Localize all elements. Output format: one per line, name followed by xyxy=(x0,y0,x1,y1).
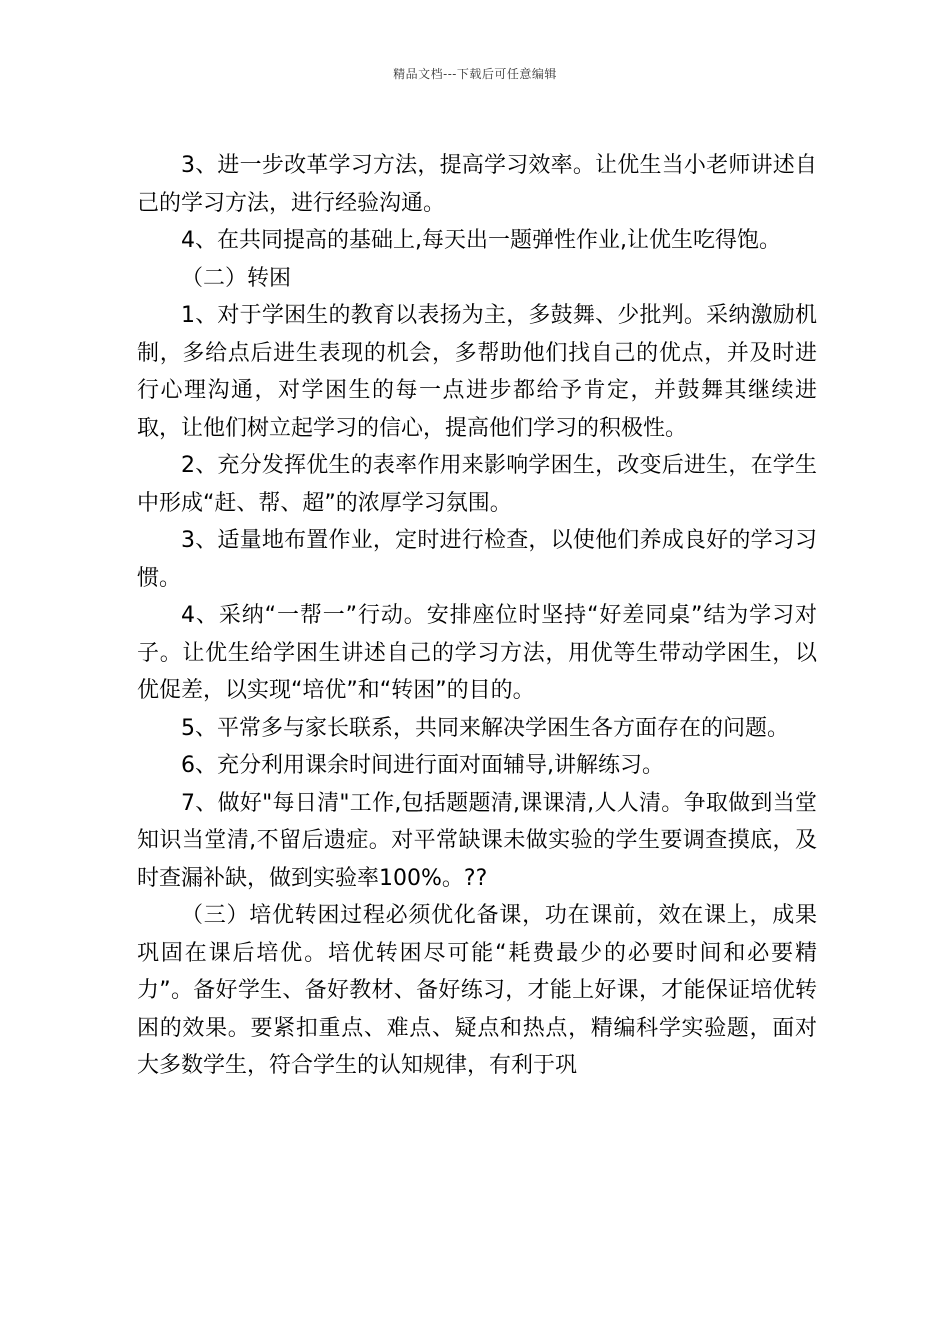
paragraph-4: 2、充分发挥优生的表率作用来影响学困生，改变后进生，在学生中形成“赶、帮、超”的浓厚学习氛围。 xyxy=(137,453,817,516)
paragraph-5: 3、适量地布置作业，定时进行检查，以使他们养成良好的学习习惯。 xyxy=(137,528,817,591)
paragraph-6: 4、采纳“一帮一”行动。安排座位时坚持“好差同桌”结为学习对子。让优生给学困生讲述自己的学习方法，用优等生带动学困生，以优促差，以实现“培优”和“转困”的目的。 xyxy=(137,603,817,703)
paragraph-2: 4、在共同提高的基础上,每天出一题弹性作业,让优生吃得饱。 xyxy=(181,228,781,253)
page-header: 精品文档---下载后可任意编辑 xyxy=(393,67,557,81)
section-heading-zhuankun: （二）转困 xyxy=(181,265,292,291)
paragraph-9: 7、做好"每日清"工作,包括题题清,课课清,人人清。争取做到当堂知识当堂清,不留后遗症。对平常缺课未做实验的学生要调查摸底，及时查漏补缺，做到实验率100%。?? xyxy=(137,790,817,891)
paragraph-3: 1、对于学困生的教育以表扬为主，多鼓舞、少批判。采纳激励机制，多给点后进生表现的机会，多帮助他们找自己的优点，并及时进行心理沟通，对学困生的每一点进步都给予肯定，并鼓舞其继续进取，让他们树立起学习的信心，提高他们学习的积极性。 xyxy=(137,303,817,441)
document-body xyxy=(137,147,817,1085)
paragraph-10: （三）培优转困过程必须优化备课，功在课前，效在课上，成果巩固在课后培优。培优转困尽可能“耗费最少的必要时间和必要精力”。备好学生、备好教材、备好练习，才能上好课，才能保证培优转困的效果。要紧扣重点、难点、疑点和热点，精编科学实验题，面对大多数学生，符合学生的认知规律，有利于巩 xyxy=(137,903,817,1078)
paragraph-8: 6、充分利用课余时间进行面对面辅导,讲解练习。 xyxy=(181,753,664,778)
paragraph-7: 5、平常多与家长联系，共同来解决学困生各方面存在的问题。 xyxy=(181,715,789,741)
paragraph-1: 3、进一步改革学习方法，提高学习效率。让优生当小老师讲述自己的学习方法，进行经验沟通。 xyxy=(137,153,817,216)
